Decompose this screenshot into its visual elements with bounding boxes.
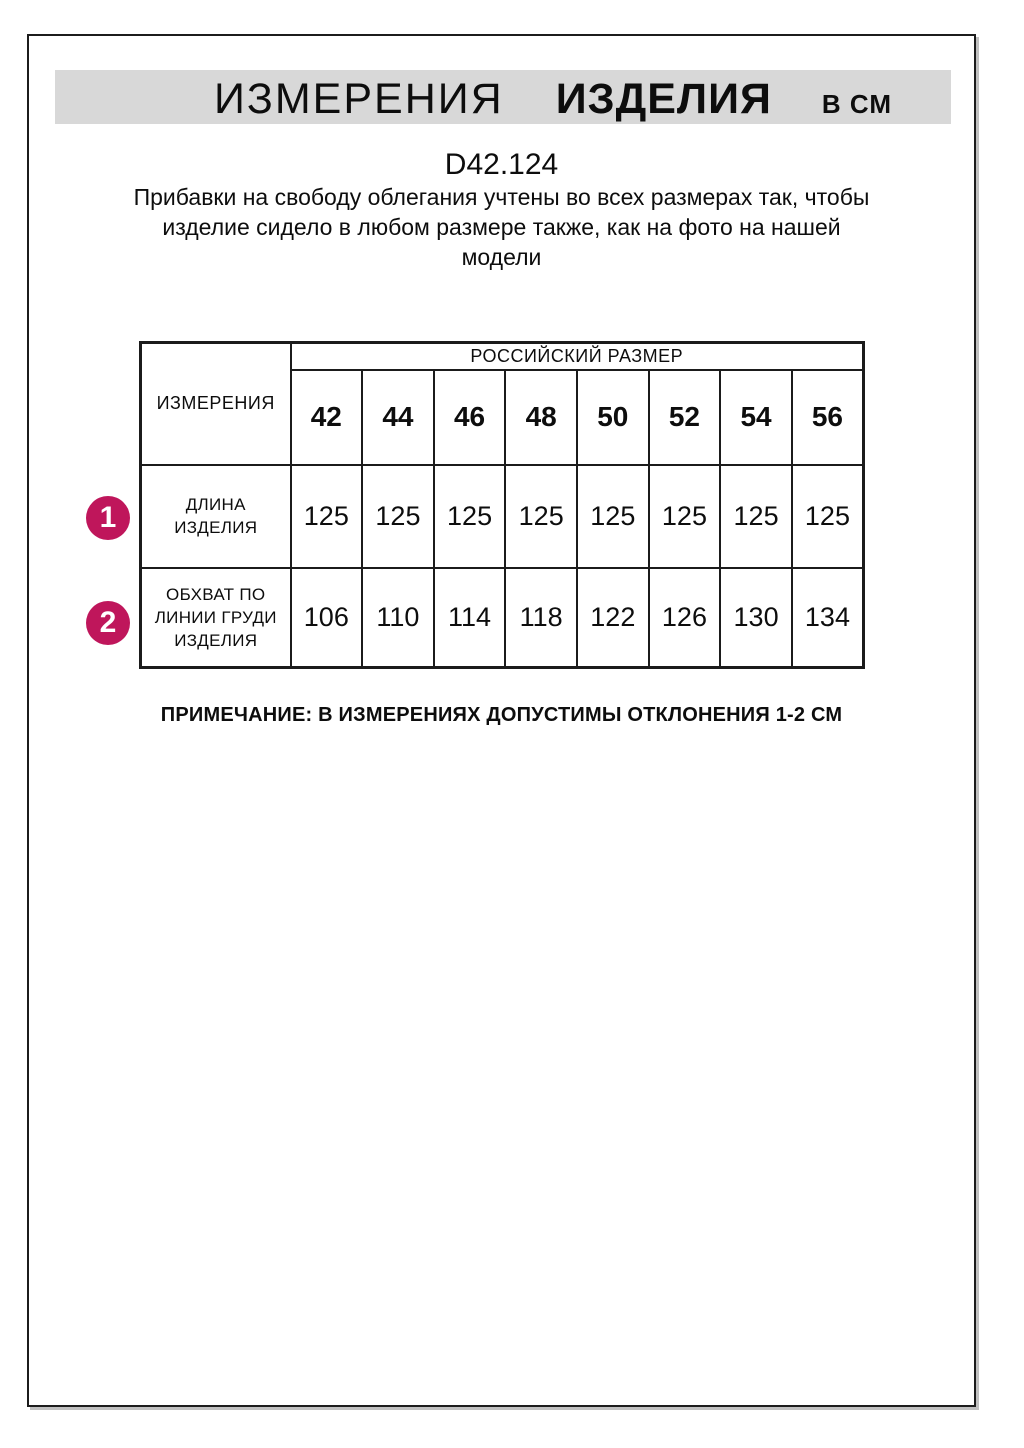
table-row-length (141, 465, 864, 568)
model-code: D42.124 (444, 148, 559, 181)
size-header-cell: 54 (720, 370, 792, 465)
size-header-cell: 46 (434, 370, 506, 465)
value-cell: 118 (505, 568, 577, 668)
row-marker-1: 1 (86, 496, 130, 540)
banner-title-measurements: ИЗМЕРЕНИЯ (213, 75, 504, 123)
value-cell: 125 (434, 465, 506, 568)
value-cell: 125 (291, 465, 363, 568)
size-header-cell: 48 (505, 370, 577, 465)
fit-description-line-3: модели (461, 244, 542, 270)
value-cell: 114 (434, 568, 506, 668)
row-marker-2: 2 (86, 601, 130, 645)
value-cell: 134 (792, 568, 864, 668)
value-cell: 125 (792, 465, 864, 568)
banner-unit-label: В СМ (821, 89, 892, 119)
corner-header-cell: ИЗМЕРЕНИЯ (141, 343, 291, 465)
value-cell: 125 (577, 465, 649, 568)
size-header-cell: 44 (362, 370, 434, 465)
size-table-container (139, 341, 865, 669)
value-cell: 122 (577, 568, 649, 668)
group-header-cell: РОССИЙСКИЙ РАЗМЕР (291, 343, 864, 370)
value-cell: 125 (505, 465, 577, 568)
value-cell: 106 (291, 568, 363, 668)
value-cell: 125 (720, 465, 792, 568)
tolerance-note: ПРИМЕЧАНИЕ: В ИЗМЕРЕНИЯХ ДОПУСТИМЫ ОТКЛОНЕНИЯ 1-2 СМ (160, 704, 843, 726)
page-title-banner (55, 70, 951, 124)
row-label-chest: ОБХВАТ ПО ЛИНИИ ГРУДИ ИЗДЕЛИЯ (141, 568, 291, 668)
fit-description-line-1: Прибавки на свободу облегания учтены во всех размерах так, чтобы (133, 184, 870, 210)
banner-title-product: ИЗДЕЛИЯ (555, 75, 772, 123)
size-header-cell: 56 (792, 370, 864, 465)
size-header-cell: 52 (649, 370, 721, 465)
value-cell: 130 (720, 568, 792, 668)
value-cell: 126 (649, 568, 721, 668)
value-cell: 125 (362, 465, 434, 568)
row-label-length: ДЛИНА ИЗДЕЛИЯ (141, 465, 291, 568)
size-header-cell: 42 (291, 370, 363, 465)
group-header-row (141, 343, 864, 370)
document-page (27, 34, 976, 1407)
value-cell: 125 (649, 465, 721, 568)
size-header-cell: 50 (577, 370, 649, 465)
size-table (139, 341, 865, 669)
fit-description (29, 182, 974, 272)
fit-description-line-2: изделие сидело в любом размере также, как на фото на нашей (162, 214, 841, 240)
table-row-chest (141, 568, 864, 668)
value-cell: 110 (362, 568, 434, 668)
